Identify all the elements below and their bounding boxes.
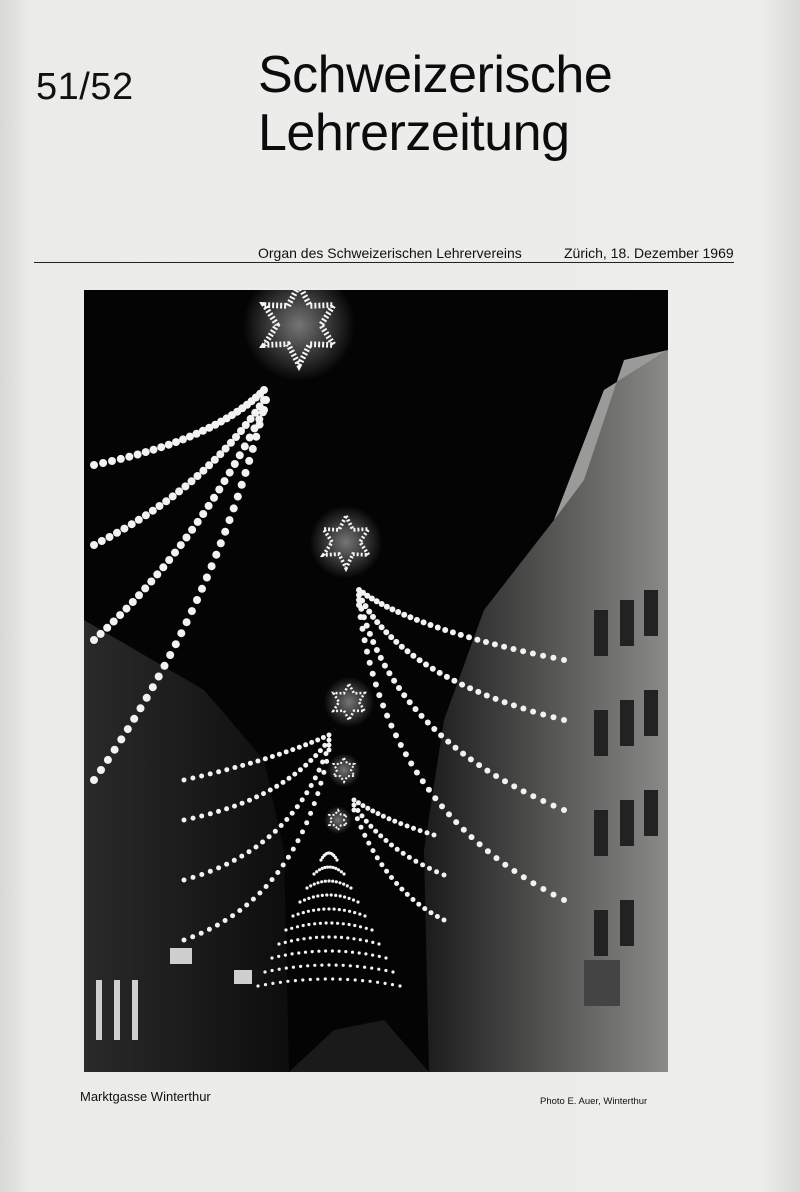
- photo-caption: Marktgasse Winterthur: [80, 1089, 211, 1104]
- christmas-lights-street-photo: [84, 290, 668, 1072]
- cover-photo: [84, 290, 668, 1072]
- dateline: Zürich, 18. Dezember 1969: [564, 245, 734, 261]
- header-rule: [34, 262, 734, 263]
- title-line-2: Lehrerzeitung: [258, 104, 570, 162]
- title-line-1: Schweizerische: [258, 46, 613, 104]
- organ-subtitle: Organ des Schweizerischen Lehrervereins: [258, 245, 522, 261]
- photo-credit: Photo E. Auer, Winterthur: [540, 1096, 648, 1107]
- issue-number: 51/52: [36, 66, 134, 108]
- magazine-title: [258, 46, 758, 162]
